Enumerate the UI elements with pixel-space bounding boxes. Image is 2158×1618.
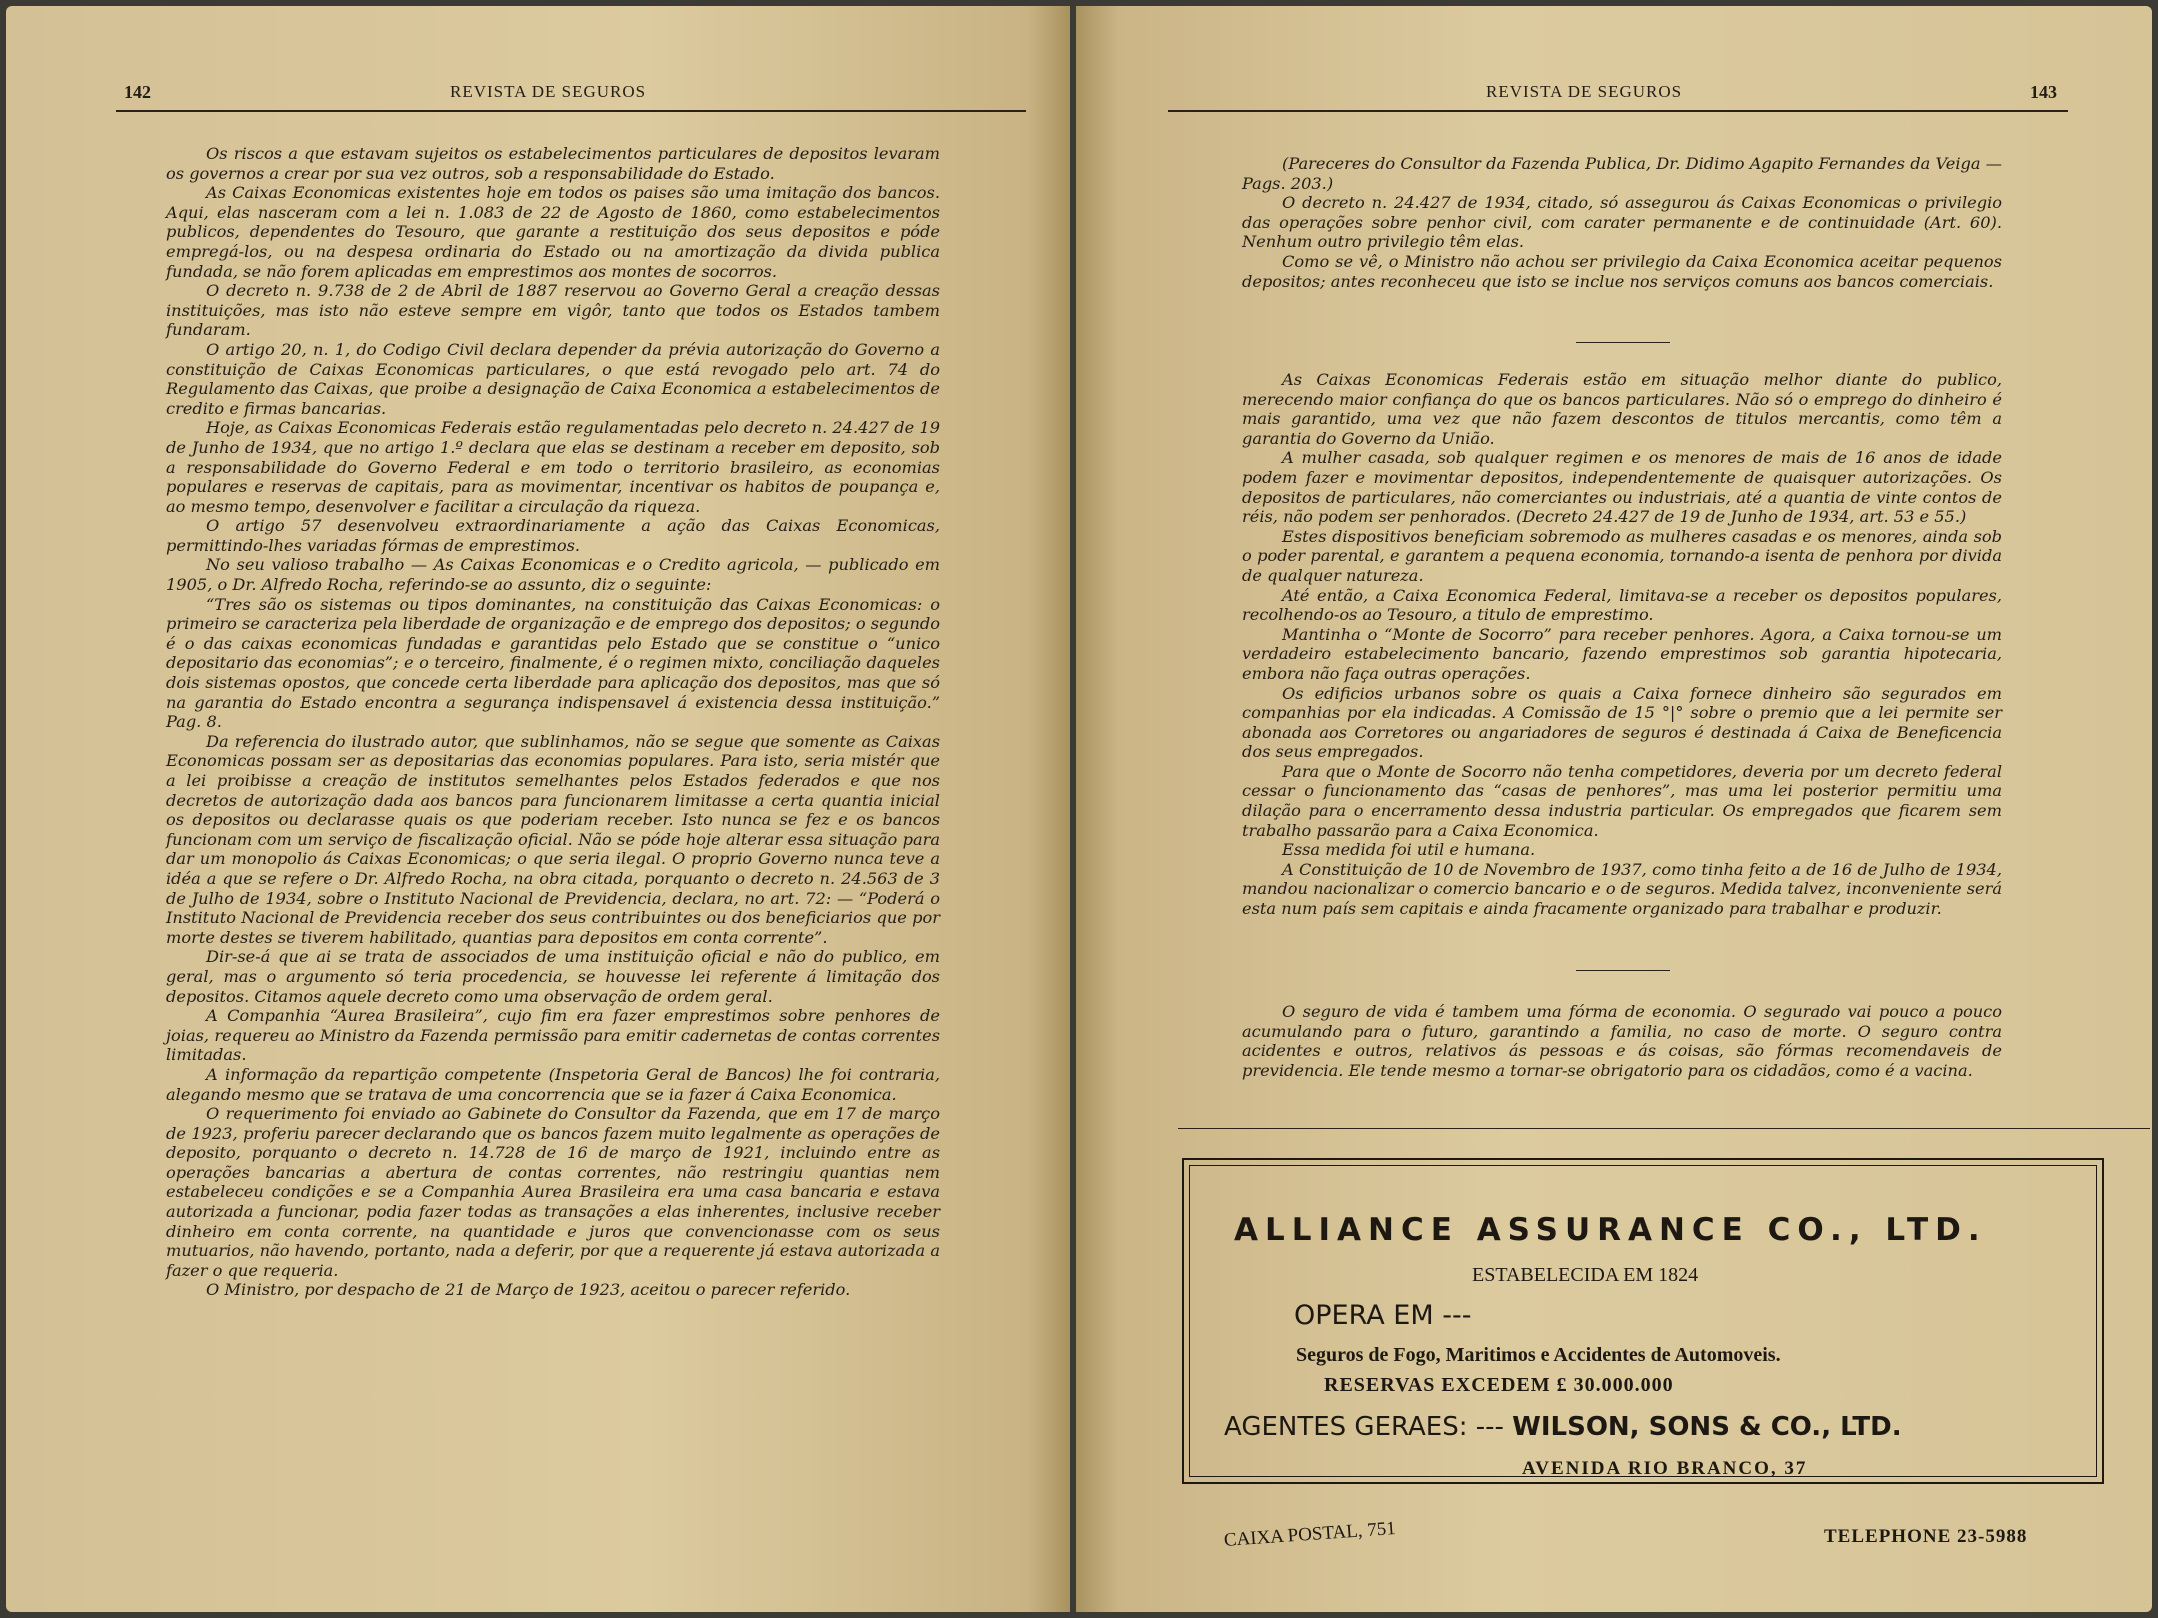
ad-company-name: ALLIANCE ASSURANCE CO., LTD.	[1234, 1212, 1987, 1248]
caixas-section	[1242, 370, 2002, 919]
ad-top-rule	[1178, 1128, 2150, 1129]
article-continuation	[1242, 154, 2002, 291]
paragraph: O decreto n. 24.427 de 1934, citado, só assegurou ás Caixas Economicas o privilegio das operações sobre penhor civil, com carater permanente e de continuidade (Art. 60). Nenhum outro privilegio têm elas.	[1242, 193, 2002, 252]
paragraph: Para que o Monte de Socorro não tenha competidores, deveria por um decreto federal cessar o funcionamento das “casas de penhores”, mas uma lei posterior permitiu uma dilação para o encerramento dessa industria particular. Os empregados que ficarem sem trabalho passarão para a Caixa Economica.	[1242, 761, 2002, 840]
ad-agents	[1224, 1412, 1902, 1442]
ad-telephone: TELEPHONE 23-5988	[1824, 1526, 2028, 1547]
paragraph: (Pareceres do Consultor da Fazenda Publica, Dr. Didimo Agapito Fernandes da Veiga — Pags. 203.)	[1242, 154, 2002, 193]
paragraph: Dir-se-á que ai se trata de associados de uma instituição oficial e não do publico, em geral, mas o argumento só teria procedencia, se houvesse lei referente á limitação dos depositos. Citamos aquele decreto como uma observação de ordem geral.	[166, 947, 940, 1006]
paragraph: A Constituição de 10 de Novembro de 1937, como tinha feito a de 16 de Julho de 1934, mandou nacionalizar o comercio bancario e o de seguros. Medida talvez, inconveniente será esta num país sem capitais e ainda fracamente organizado para trabalhar e produzir.	[1242, 859, 2002, 919]
paragraph: As Caixas Economicas existentes hoje em todos os paises são uma imitação dos bancos. Aqui, elas nasceram com a lei n. 1.083 de 22 de Agosto de 1860, como estabelecimentos publicos, dependentes do Tesouro, que garante a restituição dos seus depositos e póde empregá-los, ou na despesa ordinaria do Estado ou na amortização da divida publica fundada, se não forem aplicadas em emprestimos aos montes de socorros.	[166, 183, 940, 281]
paragraph: Hoje, as Caixas Economicas Federais estão regulamentadas pelo decreto n. 24.427 de 19 de Junho de 1934, que no artigo 1.º declara que elas se destinam a receber em deposito, sob a responsabilidade do Governo Federal e em todo o territorio brasileiro, as economias populares e reservas de capitais, para as movimentar, incentivar os habitos de poupança e, ao mesmo tempo, desenvolver e facilitar a circulação da riqueza.	[166, 418, 940, 516]
page-number: 142	[124, 82, 151, 102]
ad-established: ESTABELECIDA EM 1824	[1472, 1264, 1699, 1286]
paragraph: O seguro de vida é tambem uma fórma de economia. O segurado vai pouco a pouco acumulando para o futuro, garantindo a familia, no caso de morte. O seguro contra acidentes e outros, relativos ás pessoas e ás coisas, são fórmas recomendaveis de previdencia. Ele tende mesmo a tornar-se obrigatorio para os cidadãos, como é a vacina.	[1242, 1002, 2002, 1080]
quotation: “Tres são os sistemas ou tipos dominantes, na constituição das Caixas Economicas: o primeiro se caracteriza pela liberdade de organização e de emprego dos depositos; o segundo é o das caixas economicas fundadas e garantidas pelo Estado que se constitue o “unico depositario das economias”; e o terceiro, finalmente, é o regimen mixto, conciliação daqueles dois sistemas opostos, que concede certa liberdade para aplicação dos depositos, mas que só na garantia do Estado encontra a segurança indispensavel á existencia dessa instituição.” Pag. 8.	[166, 594, 940, 732]
ad-agents-name: WILSON, SONS & CO., LTD.	[1512, 1412, 1902, 1442]
ad-opera-em: OPERA EM ---	[1294, 1300, 1472, 1331]
paragraph: O decreto n. 9.738 de 2 de Abril de 1887 reservou ao Governo Geral a creação dessas instituições, mas isto não esteve sempre em vigôr, tanto que todos os Estados tambem fundaram.	[166, 281, 940, 340]
advertisement-box	[1182, 1158, 2104, 1551]
paragraph: Essa medida foi util e humana.	[1282, 840, 1536, 860]
paragraph: Os riscos a que estavam sujeitos os estabelecimentos particulares de depositos levaram os governos a crear por sua vez outros, sob a responsabilidade do Estado.	[166, 144, 940, 183]
paragraph: No seu valioso trabalho — As Caixas Economicas e o Credito agricola, — publicado em 1905, o Dr. Alfredo Rocha, referindo-se ao assunto, diz o seguinte:	[166, 555, 940, 595]
paragraph: O Ministro, por despacho de 21 de Março de 1923, aceitou o parecer referido.	[206, 1280, 851, 1300]
left-page	[6, 6, 1070, 1612]
ad-reserves: RESERVAS EXCEDEM £ 30.000.000	[1324, 1374, 1674, 1396]
article-column	[166, 144, 940, 1300]
paragraph: A mulher casada, sob qualquer regimen e os menores de mais de 16 anos de idade podem fazer e movimentar depositos, independentemente de quaisquer autorizações. Os depositos de particulares, não comerciantes ou industriais, até a quantia de vinte contos de réis, não podem ser penhorados. (Decreto 24.427 de 19 de Junho de 1934, art. 53 e 55.)	[1242, 448, 2002, 527]
paragraph: Como se vê, o Ministro não achou ser privilegio da Caixa Economica aceitar pequenos depositos; antes reconheceu que isto se inclue nos serviços comuns aos bancos comerciais.	[1242, 251, 2002, 291]
section-divider	[1576, 342, 1670, 343]
paragraph: O artigo 57 desenvolveu extraordinariamente a ação das Caixas Economicas, permittindo-lhes variadas fórmas de emprestimos.	[166, 516, 940, 555]
running-header: REVISTA DE SEGUROS	[1486, 82, 1683, 101]
ad-agents-label: AGENTES GERAES: ---	[1224, 1412, 1504, 1442]
paragraph: Estes dispositivos beneficiam sobremodo as mulheres casadas e os menores, ainda sob o poder parental, e garantem a pequena economia, tornando-a isenta de penhora por divida de qualquer natureza.	[1242, 526, 2002, 585]
page-number: 143	[2030, 82, 2057, 102]
paragraph: Os edificios urbanos sobre os quais a Caixa fornece dinheiro são segurados em companhias por ela indicadas. A Comissão de 15 °|° sobre o premio que a lei permite ser abonada aos Corretores ou angariadores de seguros é destinada á Caixa de Beneficencia dos seus empregados.	[1242, 683, 2002, 762]
paragraph: O artigo 20, n. 1, do Codigo Civil declara depender da prévia autorização do Governo a constituição de Caixas Economicas particulares, o que está revogado pelo art. 74 do Regulamento das Caixas, que proibe a designação de Caixa Economica a estabelecimentos de credito e firmas bancarias.	[166, 339, 940, 418]
seguro-vida-section	[1242, 1002, 2002, 1080]
ad-postal-box: CAIXA POSTAL, 751	[1223, 1518, 1397, 1551]
header-rule	[116, 110, 1026, 112]
paragraph: As Caixas Economicas Federais estão em situação melhor diante do publico, merecendo maior confiança do que os bancos particulares. Não só o emprego do dinheiro é mais garantido, uma vez que não fazem descontos de titulos mercantis, como têm a garantia do Governo da União.	[1242, 370, 2002, 448]
ad-services: Seguros de Fogo, Maritimos e Accidentes de Automoveis.	[1296, 1344, 1781, 1366]
paragraph: Da referencia do ilustrado autor, que sublinhamos, não se segue que somente as Caixas Economicas possam ser as depositarias das economias populares. Para isto, seria mistér que a lei proibisse a creação de institutos semelhantes pelos Estados federados e que nos decretos de autorização dada aos bancos para funcionarem limitasse a certa quantia inicial os depositos ou declarasse quais os que poderiam receber. Isto nunca se fez e os bancos funcionam com um serviço de fiscalização oficial. Não se póde hoje alterar essa situação para dar um monopolio ás Caixas Economicas; o que seria ilegal. O proprio Governo nunca teve a idéa a que se refere o Dr. Alfredo Rocha, na obra citada, porquanto o decreto n. 24.563 de 3 de Julho de 1934, sobre o Instituto Nacional de Previdencia, declara, no art. 72: — “Poderá o Instituto Nacional de Previdencia receber dos seus contribuintes ou dos beneficiarios que por morte destes se tiverem habilitado, quantias para depositos em conta corrente”.	[166, 731, 940, 947]
section-divider	[1576, 970, 1670, 971]
paragraph: A informação da repartição competente (Inspetoria Geral de Bancos) lhe foi contraria, alegando mesmo que se tratava de uma concorrencia que se ia fazer á Caixa Economica.	[166, 1064, 940, 1104]
paragraph: O requerimento foi enviado ao Gabinete do Consultor da Fazenda, que em 17 de março de 1923, proferiu parecer declarando que os bancos fazem muito legalmente as operações de deposito, porquanto o decreto n. 14.728 de 16 de março de 1921, incluindo entre as operações bancarias a abertura de contas correntes, não restringiu quantias nem estabeleceu condições e se a Companhia Aurea Brasileira era uma casa bancaria e estava autorizada a funcionar, podia fazer todas as transações a elas inherentes, inclusive receber dinheiro em conta corrente, na quantidade e juros que convencionasse com os seus mutuarios, não havendo, portanto, nada a deferir, por que a requerente já estava autorizada a fazer o que requeria.	[166, 1104, 940, 1280]
paragraph: Até então, a Caixa Economica Federal, limitava-se a receber os depositos populares, recolhendo-os ao Tesouro, a titulo de emprestimo.	[1242, 585, 2002, 625]
paragraph: A Companhia “Aurea Brasileira”, cujo fim era fazer emprestimos sobre penhores de joias, requereu ao Ministro da Fazenda permissão para emitir cadernetas de contas correntes limitadas.	[166, 1006, 940, 1065]
paragraph: Mantinha o “Monte de Socorro” para receber penhores. Agora, a Caixa tornou-se um verdadeiro estabelecimento bancario, fazendo emprestimos sob garantia hipotecaria, embora não faça outras operações.	[1242, 624, 2002, 683]
ad-address: AVENIDA RIO BRANCO, 37	[1522, 1458, 1808, 1479]
header-rule	[1168, 110, 2068, 112]
running-header: REVISTA DE SEGUROS	[450, 82, 647, 101]
